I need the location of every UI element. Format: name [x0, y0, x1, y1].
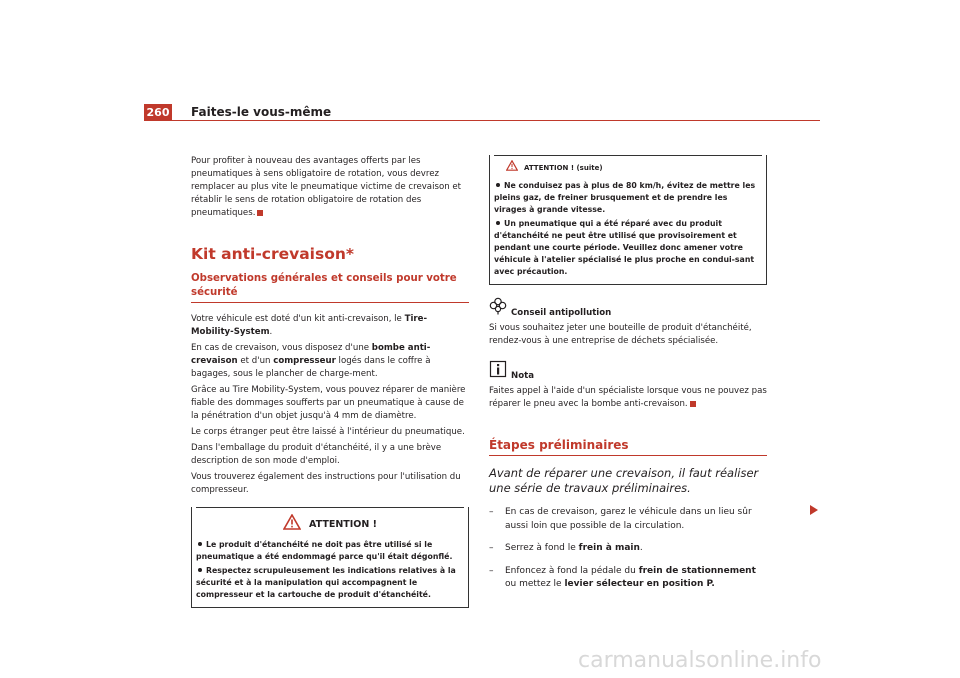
left-column — [191, 155, 469, 608]
flower-icon — [489, 297, 507, 320]
intro-paragraph: Pour profiter à nouveau des avantages offerts par les pneumatiques à sens obligatoire de rotation, vous devrez remplacer au plus vite le pneumatique victime de crevaison et rétablir le sens de rotation obligatoire de rotation des pneumatiques. — [191, 156, 462, 218]
warning-triangle-icon — [506, 160, 518, 176]
paragraph-foreign-body: Le corps étranger peut être laissé à l'intérieur du pneumatique. — [191, 427, 465, 437]
section-end-marker — [690, 401, 696, 407]
nota-title: Nota — [489, 360, 767, 383]
warning-box — [191, 507, 469, 608]
warning-item: Ne conduisez pas à plus de 80 km/h, évitez de mettre les pleins gaz, de freiner brusquement et de prendre les virages à grande vitesse. — [494, 181, 756, 214]
environment-note-text: Si vous souhaitez jeter une bouteille de produit d'étanchéité, rendez-vous à une entreprise de déchets spécialisée. — [489, 323, 752, 346]
nota-text: Faites appel à l'aide d'un spécialiste lorsque vous ne pouvez pas réparer le pneu avec la bombe anti-crevaison. — [489, 386, 767, 409]
preliminary-steps-title: Étapes préliminaires — [489, 437, 767, 456]
warning-title: ATTENTION ! — [309, 518, 377, 530]
paragraph-kit: Votre véhicule est doté d'un kit anti-crevaison, le Tire-Mobility-System. — [191, 314, 428, 337]
paragraph-compressor: Vous trouverez également des instructions pour l'utilisation du compresseur. — [191, 472, 461, 495]
page-number: 260 — [144, 104, 172, 121]
header-divider — [172, 120, 820, 121]
list-item: – En cas de crevaison, garez le véhicule dans un lieu sûr aussi loin que possible de la circulation. — [489, 507, 752, 531]
warning-triangle-icon — [283, 514, 301, 534]
paragraph-repair: Grâce au Tire Mobility-System, vous pouvez réparer de manière fiable des dommages soufferts par un pneumatique à cause de la pénétration d'un objet jusqu'à 4 mm de diamètre. — [191, 385, 466, 421]
warning-continued-header — [494, 155, 762, 178]
kit-title: Kit anti-crevaison* — [191, 245, 355, 263]
warning-item: Un pneumatique qui a été réparé avec du produit d'étanchéité ne peut être utilisé que provisoirement et pendant une courte période. Veuillez donc amener votre véhicule à l'atelier spécialisé le plus proche en condui-sant avec précaution. — [494, 219, 755, 276]
warning-item: Respectez scrupuleusement les indications relatives à la sécurité et à la manipulation qui accompagnent le compresseur et la cartouche de produit d'étanchéité. — [196, 566, 456, 599]
warning-continued-title: ATTENTION ! (suite) — [524, 163, 603, 172]
info-icon — [489, 360, 507, 383]
warning-item: Le produit d'étanchéité ne doit pas être utilisé si le pneumatique a été endommagé parce qu'il était dégonflé. — [196, 540, 453, 561]
environment-note-title: Conseil antipollution — [489, 297, 767, 320]
section-end-marker — [257, 210, 263, 216]
paragraph-contents: En cas de crevaison, vous disposez d'une bombe anti-crevaison et d'un compresseur logés dans le coffre à bagages, sous le plancher de charge-ment. — [191, 343, 431, 379]
warning-continued-box — [489, 155, 767, 285]
steps-list — [489, 506, 767, 592]
safety-subtitle: Observations générales et conseils pour votre sécurité — [191, 272, 469, 303]
watermark: carmanualsonline.info — [578, 648, 822, 673]
page-header-title: Faites-le vous-même — [191, 105, 332, 119]
preliminary-steps-intro: Avant de réparer une crevaison, il faut réaliser une série de travaux préliminaires. — [489, 466, 759, 495]
warning-header — [196, 507, 464, 537]
right-column — [489, 155, 767, 601]
list-item: – Enfoncez à fond la pédale du frein de stationnement ou mettez le levier sélecteur en position P. — [489, 565, 756, 589]
continue-arrow-icon — [810, 505, 818, 515]
paragraph-packaging: Dans l'emballage du produit d'étanchéité, il y a une brève description de son mode d'emploi. — [191, 443, 442, 466]
list-item: – Serrez à fond le frein à main. — [489, 543, 643, 553]
